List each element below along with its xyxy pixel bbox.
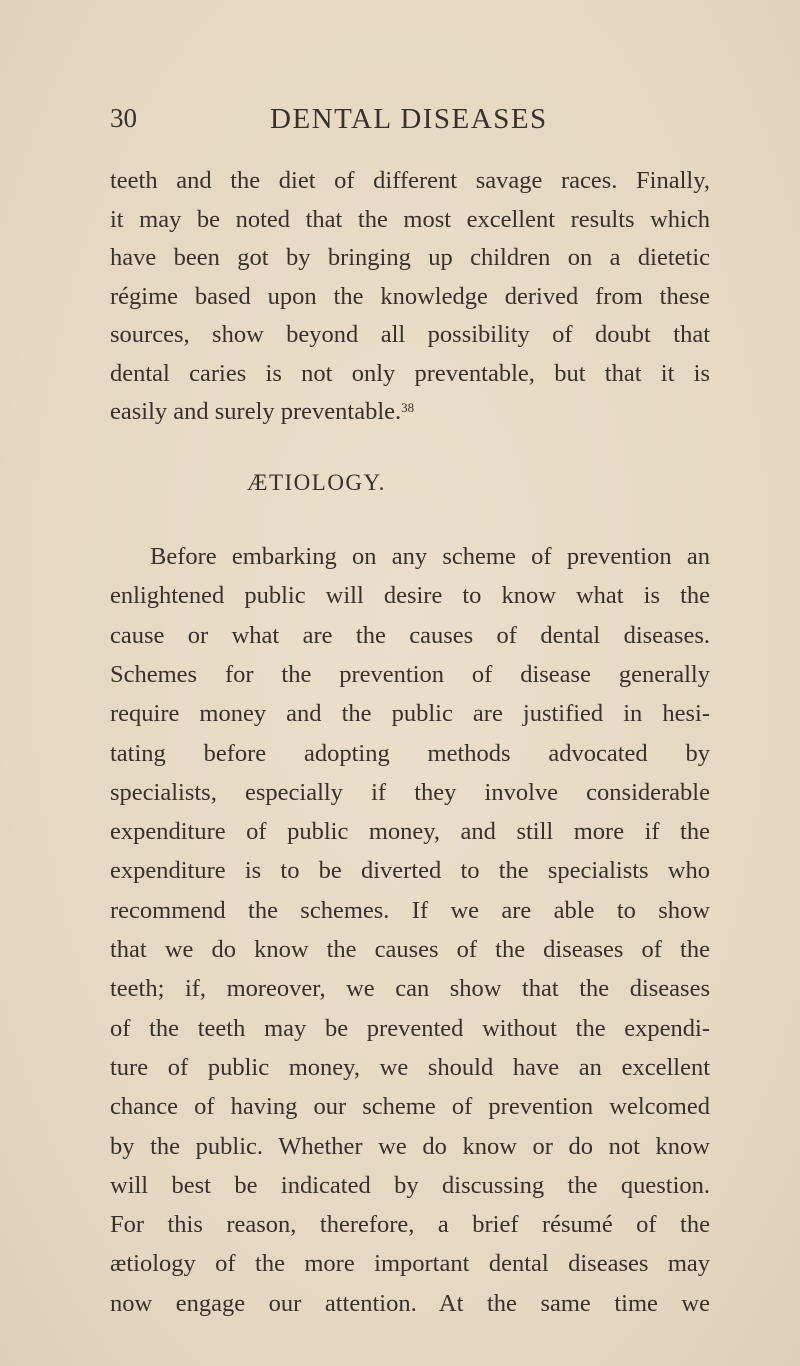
text-line: enlightened public will desire to know what is the [110,582,710,610]
line-text: have been got by bringing up children on a dietetic [110,244,710,271]
text-line: teeth; if, moreover, we can show that the diseases [110,975,710,1003]
text-line: now engage our attention. At the same time we [110,1289,710,1317]
text-line: recommend the schemes. If we are able to show [110,896,710,924]
text-line [110,282,710,312]
page-number: 30 [110,103,137,133]
text-line [110,397,710,427]
line-text: it may be noted that the most excellent results which [110,205,710,233]
text-line [110,359,710,389]
text-line: specialists, especially if they involve considerable [110,778,710,806]
text-line: expenditure of public money, and still more if the [110,818,710,846]
text-line [110,243,710,273]
text-line: ture of public money, we should have an excellent [110,1053,710,1081]
text-line: chance of having our scheme of prevention welcomed [110,1093,710,1121]
text-line: cause or what are the causes of dental diseases. [110,621,710,649]
text-line: of the teeth may be prevented without the expendi- [110,1014,710,1042]
text-line: by the public. Whether we do know or do not know [110,1132,710,1160]
text-line: tating before adopting methods advocated by [110,739,710,767]
line-text: dental caries is not only preventable, but that it is [110,359,710,387]
line-text: teeth and the diet of different savage races. Finally, [110,167,710,194]
text-line: ætiology of the more important dental diseases may [110,1250,710,1278]
text-line: expenditure is to be diverted to the specialists who [110,857,710,885]
text-line: Schemes for the prevention of disease generally [110,660,710,688]
running-title: DENTAL DISEASES [270,103,548,135]
text-line [110,320,710,350]
text-line [110,166,710,196]
text-line: For this reason, therefore, a brief résumé of the [110,1211,710,1239]
text-line: that we do know the causes of the diseases of the [110,936,710,963]
text-line: require money and the public are justified in hesi- [110,700,710,728]
text-line: will best be indicated by discussing the question. [110,1171,710,1199]
line-text: sources, show beyond all possibility of doubt that [110,321,710,348]
line-text: régime based upon the knowledge derived from these [110,282,710,310]
footnote-reference: 38 [401,400,415,415]
line-text: easily and surely preventable. [110,398,402,425]
text-line [110,205,710,235]
text-line: Before embarking on any scheme of prevention an [150,543,710,570]
section-heading: ÆTIOLOGY. [247,470,386,495]
